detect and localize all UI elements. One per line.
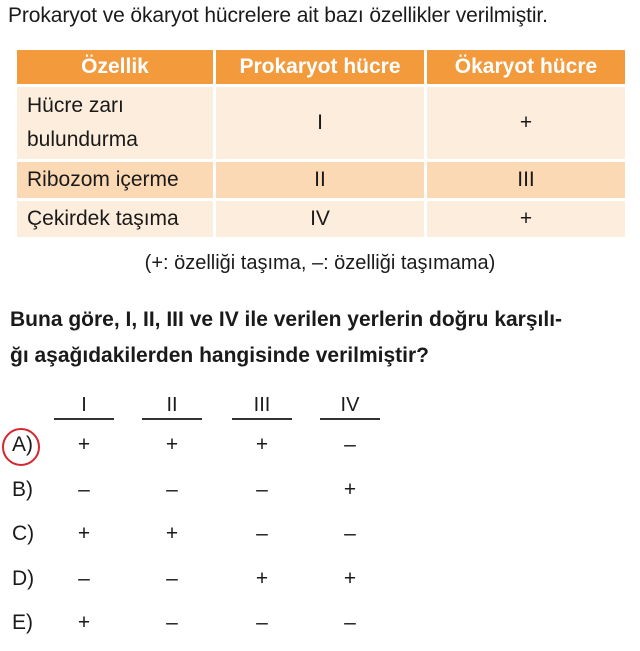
legend-text: (+: özelliği taşıma, –: özelliği taşımama)	[144, 252, 496, 274]
option-letter[interactable]: B)	[12, 478, 33, 501]
answer-column-header: I	[54, 392, 114, 420]
question-text	[10, 302, 635, 374]
intro-text: Prokaryot ve ökaryot hücrelere ait bazı özellikler verilmiştir.	[8, 4, 548, 27]
answer-column-header: II	[142, 392, 202, 420]
option-value: –	[256, 522, 268, 545]
feature-line: bulundurma	[27, 128, 138, 151]
option-value: +	[255, 433, 269, 456]
answer-column-header: III	[232, 392, 292, 420]
feature-cell: Ribozom içerme	[17, 162, 213, 198]
okaryot-cell: +	[427, 87, 625, 159]
option-letter[interactable]: E)	[12, 611, 33, 634]
option-value: –	[256, 611, 268, 634]
option-letter[interactable]: A)	[12, 433, 33, 456]
option-value: –	[78, 567, 90, 590]
okaryot-cell: +	[427, 201, 625, 237]
option-value: +	[343, 478, 357, 501]
prokaryot-cell: II	[216, 162, 424, 198]
option-value: +	[77, 611, 91, 634]
option-letter[interactable]: C)	[12, 522, 35, 545]
option-value: –	[78, 478, 90, 501]
option-letter[interactable]: D)	[12, 567, 35, 590]
question-line: ğı aşağıdakilerden hangisinde verilmiştir?	[10, 344, 429, 367]
option-value: +	[77, 522, 91, 545]
feature-cell	[17, 87, 213, 159]
header-feature: Özellik	[17, 50, 213, 84]
answer-column-header: IV	[320, 392, 380, 420]
header-okaryot: Ökaryot hücre	[427, 50, 625, 84]
option-value: –	[344, 611, 356, 634]
table-row	[17, 201, 625, 237]
option-value: –	[166, 478, 178, 501]
question-line: Buna göre, I, II, III ve IV ile verilen yerlerin doğru karşılı-	[10, 308, 563, 331]
option-value: –	[166, 567, 178, 590]
prokaryot-cell: I	[216, 87, 424, 159]
okaryot-cell: III	[427, 162, 625, 198]
option-value: +	[165, 522, 179, 545]
option-value: –	[344, 522, 356, 545]
feature-cell: Çekirdek taşıma	[17, 201, 213, 237]
header-prokaryot: Prokaryot hücre	[216, 50, 424, 84]
table-header-row	[17, 50, 625, 84]
option-value: +	[77, 433, 91, 456]
table-row	[17, 162, 625, 198]
option-value: +	[255, 567, 269, 590]
option-value: +	[165, 433, 179, 456]
feature-line: Hücre zarı	[27, 94, 124, 117]
option-value: –	[256, 478, 268, 501]
table-row	[17, 87, 625, 159]
option-value: –	[344, 433, 356, 456]
prokaryot-cell: IV	[216, 201, 424, 237]
option-value: +	[343, 567, 357, 590]
option-value: –	[166, 611, 178, 634]
properties-table	[14, 47, 628, 240]
